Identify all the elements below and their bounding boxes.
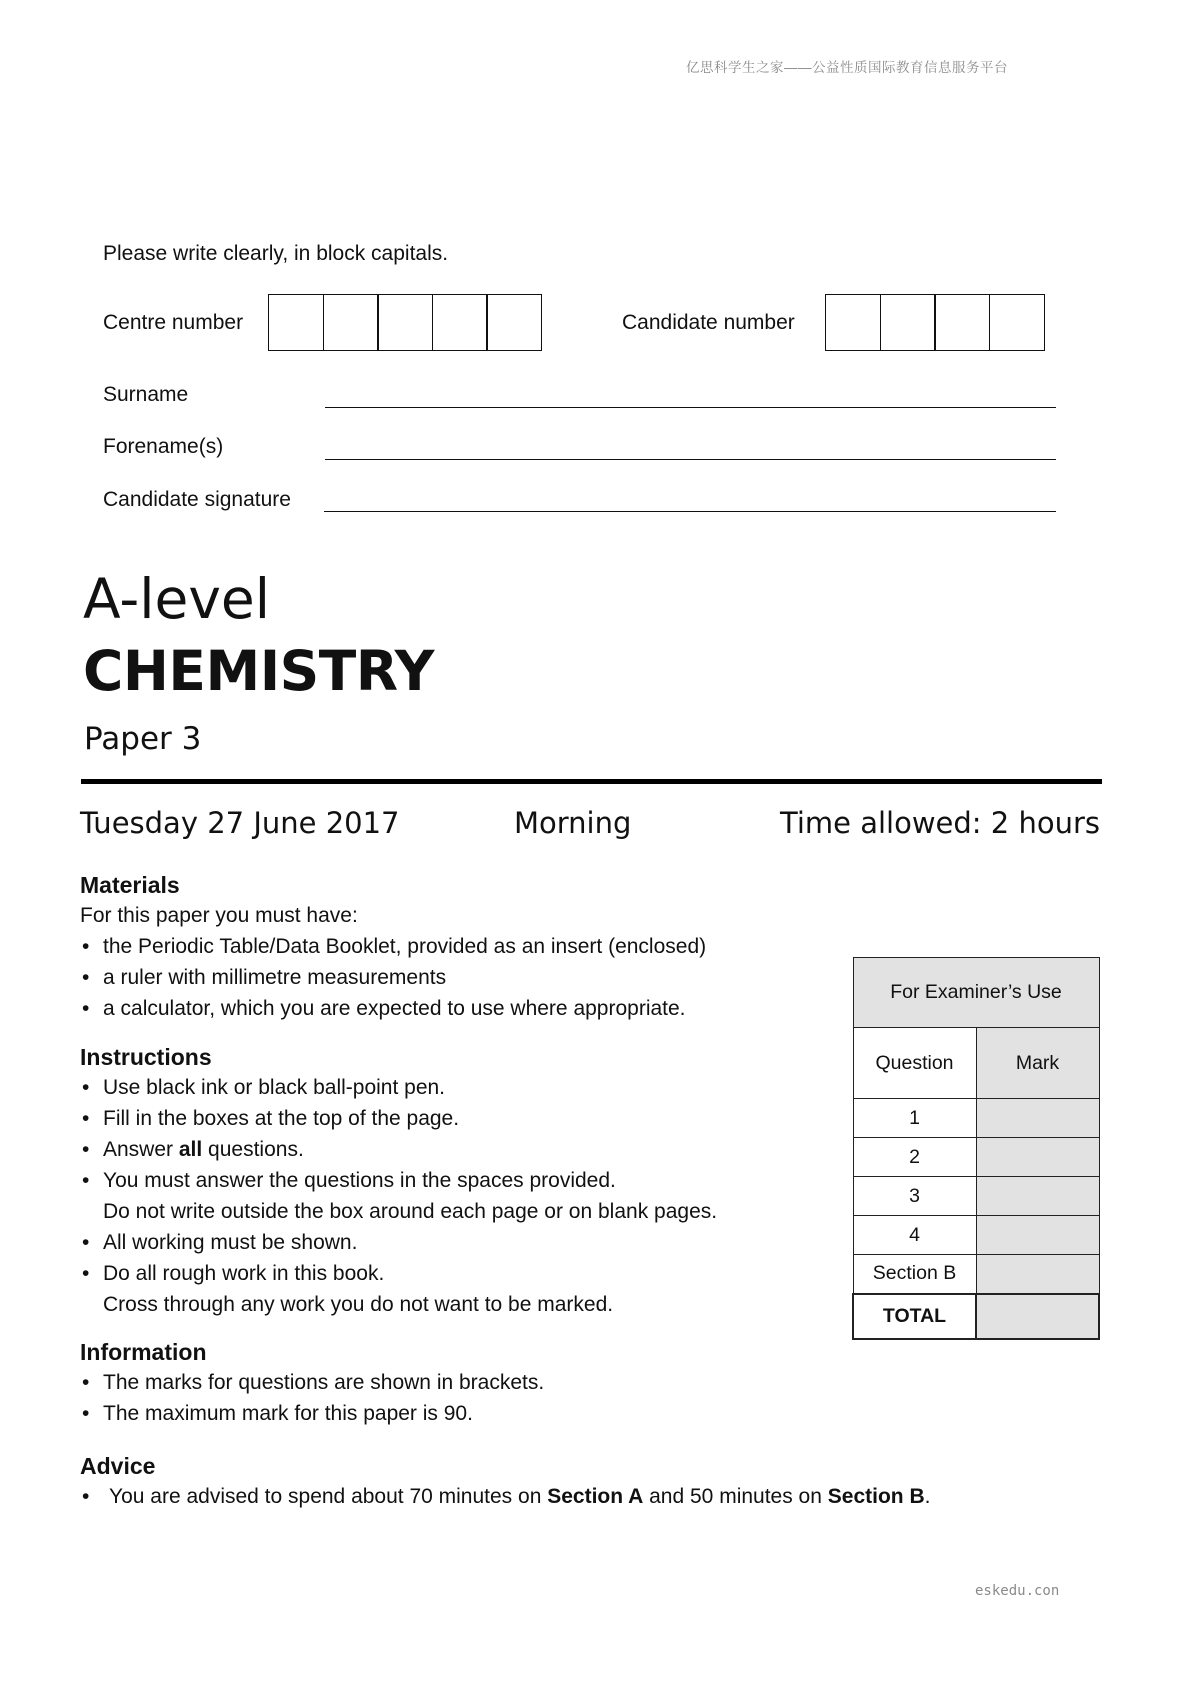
forenames-field[interactable] xyxy=(325,459,1056,460)
instruction-text: Do not write outside the box around each page or on blank pages. xyxy=(103,1200,718,1223)
advice-heading: Advice xyxy=(80,1453,156,1479)
centre-number-box[interactable] xyxy=(268,294,324,351)
centre-number-label: Centre number xyxy=(103,311,244,334)
centre-number-boxes[interactable] xyxy=(268,294,542,351)
instructions-heading: Instructions xyxy=(80,1044,212,1070)
instruction-text: Cross through any work you do not want to be marked. xyxy=(103,1293,614,1316)
advice-text: You are advised to spend about 70 minutes on xyxy=(109,1485,548,1508)
subject-title: CHEMISTRY xyxy=(83,639,434,703)
list-item: • a calculator, which you are expected to use where appropriate. xyxy=(80,993,706,1024)
signature-label: Candidate signature xyxy=(103,488,291,511)
list-item: • the Periodic Table/Data Booklet, provided as an insert (enclosed) xyxy=(80,931,706,962)
mark-cell[interactable] xyxy=(976,1138,1099,1177)
list-item: • a ruler with millimetre measurements xyxy=(80,962,706,993)
list-item: • All working must be shown. xyxy=(80,1227,717,1258)
list-item: • The maximum mark for this paper is 90. xyxy=(80,1398,544,1429)
instruction-text: questions. xyxy=(202,1138,304,1161)
instruction-text: Answer xyxy=(103,1138,179,1161)
mark-cell[interactable] xyxy=(976,1216,1099,1255)
information-heading: Information xyxy=(80,1339,207,1365)
question-cell: 4 xyxy=(853,1216,976,1255)
exam-date: Tuesday 27 June 2017 xyxy=(80,806,400,840)
materials-intro: For this paper you must have: xyxy=(80,904,358,927)
form-instruction: Please write clearly, in block capitals. xyxy=(103,242,449,265)
centre-number-box[interactable] xyxy=(377,294,433,351)
list-item xyxy=(80,1481,930,1512)
mark-cell[interactable] xyxy=(976,1099,1099,1138)
instruction-text: You must answer the questions in the spaces provided. xyxy=(103,1169,616,1192)
information-section xyxy=(80,1337,544,1429)
signature-field[interactable] xyxy=(324,511,1056,512)
question-cell: 2 xyxy=(853,1138,976,1177)
instruction-text: Do all rough work in this book. xyxy=(103,1262,385,1285)
materials-heading: Materials xyxy=(80,872,180,898)
title-divider xyxy=(81,779,1102,784)
instructions-section xyxy=(80,1042,717,1320)
candidate-number-box[interactable] xyxy=(934,294,990,351)
centre-number-box[interactable] xyxy=(486,294,542,351)
paper-title: Paper 3 xyxy=(84,721,202,757)
surname-label: Surname xyxy=(103,383,189,406)
column-header-mark: Mark xyxy=(976,1028,1099,1099)
column-header-question: Question xyxy=(853,1028,976,1099)
candidate-number-box[interactable] xyxy=(989,294,1045,351)
candidate-number-box[interactable] xyxy=(825,294,881,351)
emphasis-text: Section B xyxy=(827,1485,925,1508)
candidate-number-boxes[interactable] xyxy=(825,294,1045,351)
total-label: TOTAL xyxy=(853,1294,976,1339)
list-item: • The marks for questions are shown in brackets. xyxy=(80,1367,544,1398)
question-cell: 1 xyxy=(853,1099,976,1138)
question-cell: Section B xyxy=(853,1255,976,1294)
list-item: • Use black ink or black ball-point pen. xyxy=(80,1072,717,1103)
candidate-number-box[interactable] xyxy=(880,294,936,351)
list-item xyxy=(80,1165,717,1227)
advice-text: and 50 minutes on xyxy=(643,1485,828,1508)
centre-number-box[interactable] xyxy=(432,294,488,351)
advice-section xyxy=(80,1451,930,1512)
emphasis-text: all xyxy=(178,1138,203,1161)
surname-field[interactable] xyxy=(325,407,1056,408)
watermark-top: 亿思科学生之家——公益性质国际教育信息服务平台 xyxy=(686,60,1008,75)
examiner-use-table xyxy=(852,957,1100,1340)
forenames-label: Forename(s) xyxy=(103,435,224,458)
mark-cell[interactable] xyxy=(976,1255,1099,1294)
qualification-level: A-level xyxy=(83,567,271,631)
watermark-bottom: eskedu.con xyxy=(975,1583,1060,1599)
materials-section xyxy=(80,870,706,1024)
exam-session: Morning xyxy=(514,806,632,840)
examiner-table-title: For Examiner’s Use xyxy=(853,958,1099,1028)
time-allowed: Time allowed: 2 hours xyxy=(780,806,1100,840)
centre-number-box[interactable] xyxy=(323,294,379,351)
question-cell: 3 xyxy=(853,1177,976,1216)
total-mark-cell[interactable] xyxy=(976,1294,1099,1339)
list-item xyxy=(80,1134,717,1165)
candidate-number-label: Candidate number xyxy=(622,311,795,334)
list-item xyxy=(80,1258,717,1320)
mark-cell[interactable] xyxy=(976,1177,1099,1216)
emphasis-text: Section A xyxy=(547,1485,644,1508)
list-item: • Fill in the boxes at the top of the page. xyxy=(80,1103,717,1134)
advice-text: . xyxy=(924,1485,931,1508)
